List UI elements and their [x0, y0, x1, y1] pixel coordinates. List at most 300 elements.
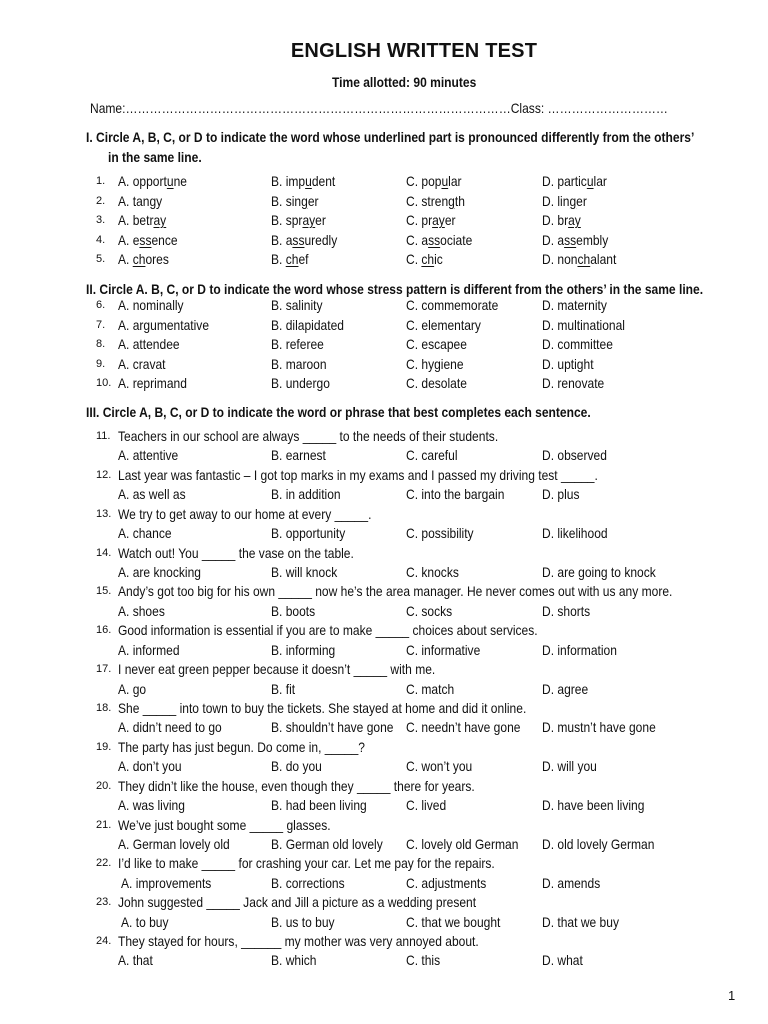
- option-text-part: er: [576, 192, 587, 209]
- option-d[interactable]: [542, 952, 589, 968]
- option-c[interactable]: [406, 336, 477, 352]
- option-b[interactable]: [271, 797, 382, 813]
- option-c[interactable]: [406, 875, 499, 891]
- option-d[interactable]: [542, 681, 596, 697]
- option-a[interactable]: [118, 173, 198, 189]
- option-text-part: C. a: [406, 231, 429, 248]
- option-text: B. undergo: [271, 375, 330, 391]
- option-text: B. shouldn’t have gone: [271, 719, 394, 736]
- question-stem-text: I’d like to make _____ for crashing your car. Let me pay for the repairs.: [118, 855, 495, 872]
- option-b[interactable]: [271, 758, 330, 774]
- option-text-part: ef: [298, 251, 309, 267]
- question-stem-row: [0, 467, 768, 486]
- question-number: 9.: [96, 357, 106, 370]
- option-text: A. cravat: [118, 355, 166, 372]
- option-text: A. was living: [118, 797, 185, 814]
- section-1-heading: [86, 127, 768, 167]
- option-text-part: B.: [271, 251, 286, 267]
- option-text: D. that we buy: [542, 913, 619, 930]
- option-b[interactable]: [271, 356, 336, 372]
- option-text: A. don’t you: [118, 758, 182, 775]
- option-text-part: lar: [593, 173, 607, 189]
- option-text: [118, 173, 187, 189]
- option-text: C. escapee: [406, 336, 467, 352]
- option-b[interactable]: [271, 336, 332, 352]
- option-text: [542, 232, 608, 248]
- option-text: [406, 232, 472, 248]
- option-b[interactable]: [271, 914, 345, 930]
- option-text: D. agree: [542, 680, 589, 697]
- question-stem: [118, 467, 676, 483]
- option-text: B. which: [271, 952, 317, 969]
- option-c[interactable]: [406, 375, 477, 391]
- option-text: [118, 232, 178, 248]
- section-2-title: II. Circle A. B, C, or D to indicate the word whose stress pattern is different from the others’ in the same line.: [86, 281, 704, 297]
- option-d[interactable]: [542, 193, 594, 209]
- option-c[interactable]: [406, 356, 473, 372]
- option-text: D. renovate: [542, 375, 605, 391]
- option-text: C. knocks: [406, 563, 459, 580]
- option-text-part: er: [444, 212, 456, 228]
- option-text-part: B. a: [271, 231, 293, 248]
- answer-options-row: [0, 447, 768, 466]
- option-text: D. information: [542, 641, 617, 658]
- option-text: C. that we bought: [406, 913, 501, 930]
- option-text-part: C. pop: [406, 173, 442, 189]
- section-2-heading: [86, 279, 768, 299]
- option-text: D. uptight: [542, 355, 594, 372]
- option-text: A. that: [118, 952, 153, 969]
- option-d[interactable]: [542, 356, 602, 372]
- question-stem: [118, 933, 537, 949]
- option-text: B. will knock: [271, 563, 338, 580]
- option-a[interactable]: [118, 758, 192, 774]
- section-1-title-line-1: I. Circle A, B, C, or D to indicate the word whose underlined part is pronounced differently from the others’: [86, 129, 695, 145]
- option-text: B. boots: [271, 602, 316, 619]
- option-c[interactable]: [406, 212, 464, 228]
- option-text-part: ores: [145, 251, 169, 267]
- title-text: ENGLISH WRITTEN TEST: [290, 40, 538, 62]
- option-b[interactable]: [271, 317, 356, 333]
- option-text: B. had been living: [271, 797, 367, 814]
- question-stem-text: Andy’s got too big for his own _____ now he’s the area manager. He never comes out with us any more.: [118, 583, 673, 600]
- option-b[interactable]: [271, 486, 352, 502]
- underlined-part: ss: [564, 231, 577, 248]
- question-stem: [118, 817, 365, 833]
- option-c[interactable]: [406, 525, 485, 541]
- option-text: B. fit: [271, 680, 296, 697]
- underlined-part: u: [305, 173, 312, 189]
- underlined-part: u: [441, 173, 449, 189]
- question-number: 14.: [96, 546, 112, 559]
- answer-options-row: [0, 875, 768, 894]
- question-number: 11.: [96, 430, 111, 442]
- option-text: A. nominally: [118, 297, 184, 313]
- option-text-part: dent: [311, 173, 336, 189]
- option-text-part: C. pr: [406, 212, 433, 228]
- question-stem-row: [0, 428, 768, 447]
- question-number: 20.: [96, 779, 112, 792]
- underlined-part: u: [586, 173, 594, 189]
- option-text: B. do you: [271, 758, 322, 775]
- question-stem-row: [0, 817, 768, 836]
- option-a[interactable]: [118, 642, 190, 658]
- underlined-part: ay: [568, 212, 581, 228]
- option-a[interactable]: [118, 336, 190, 352]
- option-text-part: er: [307, 192, 319, 209]
- option-text-part: alant: [590, 251, 617, 267]
- question-stem-text: Teachers in our school are always _____ to the needs of their students.: [118, 428, 499, 444]
- option-b[interactable]: [271, 212, 335, 228]
- option-text-part: th: [454, 192, 465, 209]
- option-d[interactable]: [542, 297, 617, 313]
- answer-options-row: [0, 758, 768, 777]
- option-text: C. elementary: [406, 316, 481, 333]
- option-text: A. didn’t need to go: [118, 719, 222, 736]
- option-text-part: C. stren: [406, 192, 449, 209]
- option-text: [542, 251, 616, 267]
- section-3-title: III. Circle A, B, C, or D to indicate the word or phrase that best completes each sentence.: [86, 404, 591, 420]
- option-text: C. match: [406, 680, 455, 697]
- option-a[interactable]: [118, 356, 173, 372]
- question-number: 5.: [96, 253, 106, 265]
- option-text-part: D. non: [542, 251, 578, 267]
- option-c[interactable]: [406, 193, 475, 209]
- option-a[interactable]: [118, 952, 158, 968]
- option-c[interactable]: [406, 297, 513, 313]
- option-text: C. possibility: [406, 525, 474, 542]
- option-text: C. into the bargain: [406, 486, 505, 503]
- option-d[interactable]: [542, 836, 673, 852]
- page-title: [0, 40, 768, 63]
- question-stem-text: Last year was fantastic – I got top marks in my exams and I passed my driving test _____.: [118, 466, 598, 483]
- option-d[interactable]: [542, 486, 586, 502]
- option-text-part: lar: [448, 173, 462, 189]
- option-b[interactable]: [271, 193, 326, 209]
- option-d[interactable]: [542, 719, 674, 735]
- question-stem-row: [0, 661, 768, 680]
- question-stem: [118, 739, 405, 755]
- question-stem-row: [0, 933, 768, 952]
- question-row: [0, 356, 768, 375]
- option-d[interactable]: [542, 875, 610, 891]
- option-text-part: er: [315, 212, 326, 228]
- option-text: [406, 212, 456, 228]
- option-c[interactable]: [406, 681, 462, 697]
- option-b[interactable]: [271, 836, 401, 852]
- option-text: D. multinational: [542, 316, 625, 333]
- time-text: Time allotted: 90 minutes: [332, 74, 477, 90]
- option-c[interactable]: [406, 797, 453, 813]
- option-c[interactable]: [406, 447, 466, 463]
- option-a[interactable]: [118, 486, 197, 502]
- option-d[interactable]: [542, 447, 617, 463]
- underlined-part: g: [569, 192, 577, 209]
- question-stem-text: We’ve just bought some _____ glasses.: [118, 816, 331, 833]
- option-text: B. us to buy: [271, 913, 335, 930]
- option-a[interactable]: [118, 232, 187, 248]
- option-text-part: ne: [173, 173, 187, 189]
- option-text: [271, 173, 335, 189]
- option-text: B. dilapidated: [271, 316, 344, 333]
- underlined-part: ch: [577, 251, 591, 267]
- option-text: D. amends: [542, 874, 601, 891]
- option-b[interactable]: [271, 564, 348, 580]
- option-text: C. adjustments: [406, 874, 487, 891]
- option-text-part: uredly: [304, 231, 338, 248]
- option-a[interactable]: [118, 564, 215, 580]
- underlined-part: ay: [302, 212, 316, 228]
- option-text: D. maternity: [542, 297, 607, 313]
- option-d[interactable]: [542, 914, 632, 930]
- option-a[interactable]: [118, 375, 198, 391]
- question-stem: [118, 583, 763, 599]
- option-c[interactable]: [406, 642, 492, 658]
- option-text-part: B. imp: [271, 173, 306, 189]
- option-text: C. socks: [406, 602, 453, 619]
- question-stem: [118, 855, 556, 871]
- option-text: C. careful: [406, 447, 458, 464]
- option-a[interactable]: [118, 681, 151, 697]
- question-number: 21.: [96, 818, 112, 831]
- option-a[interactable]: [118, 525, 180, 541]
- option-text-part: D. br: [542, 212, 569, 228]
- option-text-part: B. sin: [271, 192, 302, 209]
- underlined-part: ss: [428, 231, 441, 248]
- option-text: D. will you: [542, 758, 597, 775]
- question-stem: [118, 894, 534, 910]
- option-text: A. are knocking: [118, 563, 201, 580]
- option-text: [271, 232, 337, 248]
- option-a[interactable]: [118, 836, 248, 852]
- option-a[interactable]: [118, 317, 224, 333]
- answer-options-row: [0, 797, 768, 816]
- question-number: 19.: [96, 740, 112, 753]
- section-3-heading: [86, 402, 673, 422]
- option-text: C. won’t you: [406, 758, 473, 775]
- option-d[interactable]: [542, 758, 606, 774]
- option-text: [542, 193, 587, 209]
- question-number: 3.: [96, 214, 106, 226]
- option-b[interactable]: [271, 297, 331, 313]
- option-text: B. in addition: [271, 486, 341, 503]
- option-text: A. shoes: [118, 602, 165, 619]
- question-row: [0, 212, 768, 231]
- option-text: D. committee: [542, 336, 613, 352]
- option-d[interactable]: [542, 336, 624, 352]
- option-text-part: D. partic: [542, 173, 587, 189]
- option-c[interactable]: [406, 914, 516, 930]
- option-text: D. plus: [542, 486, 580, 503]
- option-text: A. attentive: [118, 447, 179, 464]
- answer-options-row: [0, 719, 768, 738]
- option-c[interactable]: [406, 564, 467, 580]
- underlined-part: u: [166, 173, 174, 189]
- question-stem-row: [0, 739, 768, 758]
- option-a[interactable]: [121, 914, 176, 930]
- option-d[interactable]: [542, 212, 587, 228]
- name-class-line: [90, 100, 762, 116]
- question-row: [0, 297, 768, 316]
- option-text: B. corrections: [271, 874, 345, 891]
- question-stem-text: We try to get away to our home at every _____.: [118, 505, 372, 522]
- question-stem: [118, 428, 560, 444]
- question-number: 22.: [96, 857, 112, 870]
- question-number: 24.: [96, 935, 112, 948]
- option-c[interactable]: [406, 719, 539, 735]
- question-stem-row: [0, 778, 768, 797]
- option-text: D. what: [542, 952, 583, 969]
- option-text: A. improvements: [121, 874, 212, 891]
- option-text: C. this: [406, 952, 441, 969]
- time-allotted: [0, 74, 768, 90]
- option-text: [406, 251, 443, 267]
- question-stem-text: They didn’t like the house, even though they _____ there for years.: [118, 777, 475, 794]
- page-number: 1: [728, 988, 736, 1003]
- option-text: C. commemorate: [406, 297, 499, 313]
- option-b[interactable]: [271, 232, 348, 248]
- answer-options-row: [0, 642, 768, 661]
- option-a[interactable]: [118, 447, 188, 463]
- option-text-part: ociate: [440, 231, 473, 248]
- option-text: [406, 173, 462, 189]
- underlined-part: ch: [132, 251, 146, 267]
- question-number: 7.: [96, 318, 106, 331]
- question-stem-row: [0, 583, 768, 602]
- question-number: 4.: [96, 233, 106, 246]
- question-row: [0, 193, 768, 212]
- question-stem: [118, 661, 487, 677]
- option-text-part: D. a: [542, 231, 565, 248]
- question-stem: [118, 700, 593, 716]
- question-number: 18.: [96, 701, 112, 714]
- option-a[interactable]: [118, 193, 169, 209]
- answer-options-row: [0, 836, 768, 855]
- option-d[interactable]: [542, 317, 639, 333]
- option-b[interactable]: [271, 251, 315, 267]
- question-number: 10.: [96, 377, 112, 389]
- answer-options-row: [0, 603, 768, 622]
- answer-options-row: [0, 486, 768, 505]
- option-b[interactable]: [271, 681, 299, 697]
- option-a[interactable]: [118, 212, 174, 228]
- option-c[interactable]: [406, 232, 483, 248]
- option-c[interactable]: [406, 486, 520, 502]
- question-row: [0, 251, 768, 270]
- option-text: [271, 193, 319, 209]
- option-text: [118, 212, 166, 228]
- question-number: 13.: [96, 507, 112, 520]
- question-number: 12.: [96, 468, 112, 481]
- option-d[interactable]: [542, 603, 598, 619]
- option-text-part: B. spr: [271, 212, 303, 228]
- option-text: B. maroon: [271, 355, 327, 372]
- answer-options-row: [0, 681, 768, 700]
- option-text: C. lovely old German: [406, 835, 519, 852]
- answer-options-row: [0, 914, 768, 933]
- option-c[interactable]: [406, 251, 449, 267]
- option-text: A. to buy: [121, 913, 169, 930]
- option-b[interactable]: [271, 447, 335, 463]
- option-text: B. opportunity: [271, 525, 346, 542]
- name-class-text: Name:……………………………………………………………………………………Class: …………………………: [90, 100, 668, 116]
- underlined-part: g: [301, 192, 308, 209]
- option-text: A. go: [118, 680, 147, 697]
- question-stem: [118, 506, 413, 522]
- option-d[interactable]: [542, 797, 661, 813]
- option-b[interactable]: [271, 952, 324, 968]
- option-text: B. German old lovely: [271, 835, 383, 852]
- underlined-part: g: [448, 192, 455, 209]
- option-text: C. hygiene: [406, 355, 464, 372]
- option-text: [118, 251, 169, 267]
- question-stem: [118, 545, 392, 561]
- option-text-part: y: [156, 192, 163, 209]
- option-text: B. referee: [271, 336, 324, 352]
- option-a[interactable]: [118, 719, 239, 735]
- option-text-part: C.: [406, 251, 422, 267]
- option-c[interactable]: [406, 836, 537, 852]
- option-c[interactable]: [406, 952, 446, 968]
- question-number: 8.: [96, 338, 106, 350]
- option-b[interactable]: [271, 375, 340, 391]
- option-text: C. desolate: [406, 375, 467, 391]
- option-text-part: A. opport: [118, 173, 167, 189]
- option-a[interactable]: [118, 603, 172, 619]
- underlined-part: ch: [285, 251, 299, 267]
- option-d[interactable]: [542, 375, 614, 391]
- question-row: [0, 375, 768, 394]
- option-d[interactable]: [542, 525, 618, 541]
- option-a[interactable]: [118, 797, 196, 813]
- option-d[interactable]: [542, 173, 617, 189]
- option-c[interactable]: [406, 173, 471, 189]
- option-text: A. reprimand: [118, 375, 187, 391]
- option-c[interactable]: [406, 603, 460, 619]
- option-text: [118, 193, 162, 209]
- option-c[interactable]: [406, 317, 493, 333]
- option-c[interactable]: [406, 758, 483, 774]
- option-text: D. mustn’t have gone: [542, 719, 656, 736]
- option-d[interactable]: [542, 251, 628, 267]
- option-text-part: A.: [118, 251, 133, 267]
- question-stem-text: Good information is essential if you are to make _____ choices about services.: [118, 622, 538, 639]
- option-b[interactable]: [271, 173, 346, 189]
- option-text: D. old lovely German: [542, 835, 655, 852]
- question-stem: [118, 622, 606, 638]
- question-stem-row: [0, 506, 768, 525]
- option-a[interactable]: [118, 251, 177, 267]
- option-a[interactable]: [121, 875, 226, 891]
- option-d[interactable]: [542, 564, 674, 580]
- option-b[interactable]: [271, 719, 413, 735]
- option-d[interactable]: [542, 642, 629, 658]
- question-stem-text: She _____ into town to buy the tickets. She stayed at home and did it online.: [118, 699, 527, 716]
- option-b[interactable]: [271, 525, 357, 541]
- underlined-part: ch: [421, 251, 435, 267]
- option-text: C. lived: [406, 797, 447, 814]
- option-b[interactable]: [271, 603, 322, 619]
- option-a[interactable]: [118, 297, 194, 313]
- option-b[interactable]: [271, 875, 357, 891]
- question-number: 23.: [96, 896, 112, 909]
- option-text: D. shorts: [542, 602, 591, 619]
- option-text: A. chance: [118, 525, 172, 542]
- answer-options-row: [0, 564, 768, 583]
- option-b[interactable]: [271, 642, 346, 658]
- option-d[interactable]: [542, 232, 619, 248]
- underlined-part: ss: [139, 231, 152, 248]
